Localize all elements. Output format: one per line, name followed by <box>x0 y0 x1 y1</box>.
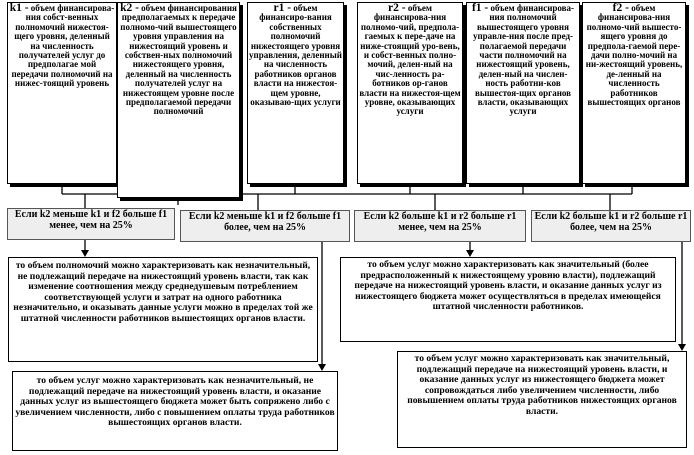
definition-k2-text: объем финансирования предполагаемых к передаче полномо-чий вышестоящего уровня управления на нижестоящий уровень и собствен-ных полномочий нижестоящего уровня, деленный на численность получателей услуг на нижестоящем уровне после предполагаемой передачи полномочий <box>120 3 237 117</box>
definition-box-r2 <box>357 2 463 184</box>
definition-r1-text: объем финансиро-вания собственных полномочий нижестоящего уровня управления, деленный на численность работников органов власти на нижестоя-щем уровне, оказываю-щих услуги <box>249 3 342 108</box>
definition-r2-head: r2 - <box>388 2 406 14</box>
condition-box-1: Если k2 меньше k1 и f2 больше f1 менее, чем на 25% <box>7 208 175 240</box>
definition-f1-head: f1 - <box>471 2 489 14</box>
definition-r2-text: объем финансирова-ния полномо-чий, предпола-гаемых к пере-даче на ниже-стоящий уро-вень, и собст-венных полно-мочий, делен-ный на чис-ленность ра-ботников ор-ганов власти на нижестоя-щем уровне, оказывающих услуги <box>359 3 461 117</box>
definition-k1-head: k1 - <box>9 2 29 14</box>
definition-r1-head: r1 - <box>273 2 292 14</box>
condition-box-3: Если k2 больше k1 и r2 больше r1 менее, чем на 25% <box>354 210 526 242</box>
definition-k1-text: объем финансирова-ния собст-венных полномочий нижестоя-щего уровня, деленный на численность получателей услуг до предполагае мой передачи полномочий на нижес-тоящий уровень <box>11 3 115 89</box>
definition-f2-text: объем финансирова-ния полномо-чий вышесто-ящего уровня до предпола-гаемой пере-дачи полно-мочий на ни-жестоящий уровень, де-ленный на численность работников вышестоящих органов <box>585 3 683 108</box>
definition-f1-text: объем финансирова-ния полномочий вышестоящего уровня управле-ния после пред-полагаемой передачи части полномочий на нижестоящий уровень, делен-ный на числен-ность работни-ков вышестоя-щих органов власти, оказывающих услуги <box>472 3 575 117</box>
definition-f2-head: f2 - <box>612 2 629 14</box>
definition-k2-head: k2 - <box>120 2 139 14</box>
definition-box-r1 <box>247 2 344 184</box>
outcome-box-2: то объем услуг можно характеризовать как незначительный, не подлежащий передаче на нижестоящий уровень власти, и оказание данных услуг из вышестоящего бюджета может быть сопряжено либо с увеличением численности, либо с повышением оплаты труда работников вышестоящих органов власти. <box>12 371 338 451</box>
outcome-box-4: то объем услуг можно характеризовать как значительный, подлежащий передаче на нижестоящий уровень власти, и оказание данных услуг из нижестоящего бюджета может сопровождаться либо увеличением численности, либо повышением оплаты труда работников нижестоящих органов власти. <box>397 351 687 448</box>
definition-box-f2 <box>582 2 686 184</box>
outcome-box-1: то объем полномочий можно характеризовать как незначительный, не подлежащий передаче на нижестоящий уровень власти, так как изменение соотношения между среднедушевым потреблением соответствующей услуги и затрат на одного работника незначительно, и оказывать данные услуги можно в пределах той же штатной численности работников вышестоящих органов власти. <box>8 257 318 362</box>
definition-box-k1 <box>7 2 117 184</box>
condition-box-4: Если k2 больше k1 и r2 больше r1 более, чем на 25% <box>531 210 691 242</box>
condition-box-2: Если k2 меньше k1 и f2 больше f1 более, чем на 25% <box>180 210 350 242</box>
definition-box-f1 <box>466 2 580 184</box>
outcome-box-3: то объем услуг можно характеризовать как значительный (более предрасположенный к нижестоящему уровню власти), подлежащий передаче на нижестоящий уровень власти, и оказание данных услуг из нижестоящего бюджета может осуществляться в пределах имеющейся штатной численности работников. <box>340 257 676 342</box>
definition-box-k2 <box>117 2 240 198</box>
